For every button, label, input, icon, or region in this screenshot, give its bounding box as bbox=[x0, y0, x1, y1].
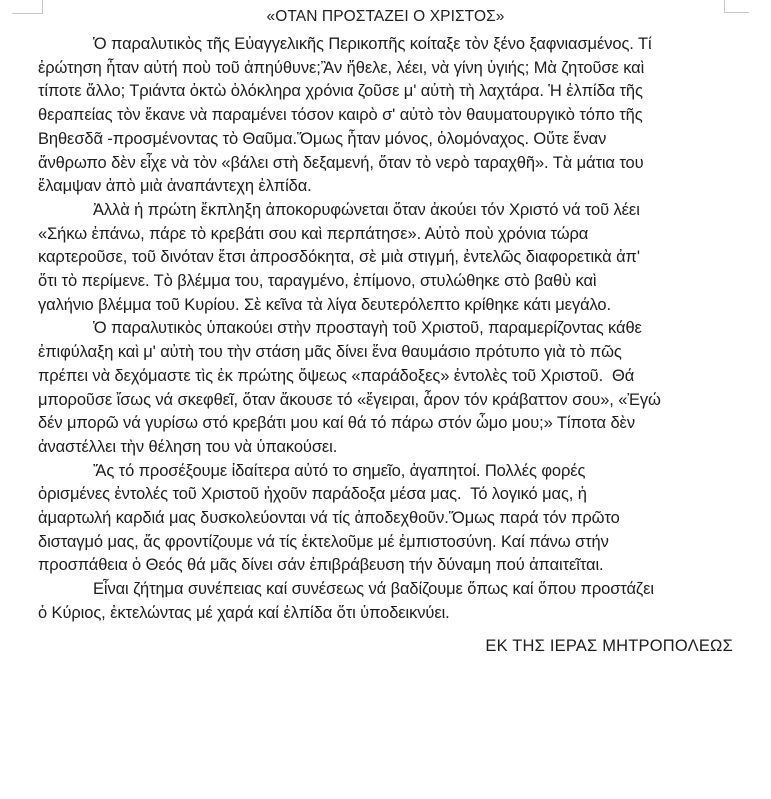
text-line: ἄνθρωπο δὲν εἶχε νὰ τὸν «βάλει στὴ δεξαμενή, ὅταν τὸ νερὸ ταραχθῆ». Τὰ μάτια του bbox=[38, 153, 644, 172]
text-line: Εἶναι ζήτημα συνέπειας καί συνέσεως νά βαδίζουμε ὅπως καί ὅπου προστάζει bbox=[93, 580, 654, 599]
text-line: δισταγμό μας, ἄς φροντίζουμε νά τίς ἐκτελοῦμε μέ ἐμπιστοσύνη. Καί πάνω στήν bbox=[38, 532, 609, 551]
signature-line: ΕΚ ΤΗΣ ΙΕΡΑΣ ΜΗΤΡΟΠΟΛΕΩΣ bbox=[485, 637, 733, 655]
text-line: ἔλαμψαν ἀπὸ μιὰ ἀναπάντεχη ἐλπίδα. bbox=[38, 177, 312, 196]
document-body bbox=[38, 33, 733, 626]
text-line: ἀναστέλλει τὴν θέληση του νὰ ὑπακούσει. bbox=[38, 437, 338, 456]
paragraph bbox=[38, 199, 733, 318]
text-line: θεραπείας τὸν ἔκανε νὰ παραμένει τόσον καιρὸ σ' αὐτὸ τὸν θαυματουργικὸ τόπο τῆς bbox=[38, 106, 643, 125]
text-line: καρτεροῦσε, τοῦ δινόταν ἔτσι ἀπροσδόκητα, σὲ μιὰ στιγμή, ἐντελῶς διαφορετικὰ ἀπ' bbox=[38, 248, 640, 267]
text-line: πρέπει νὰ δεχόμαστε τὶς ἐκ πρώτης ὄψεως «παράδοξες» ἐντολὲς τοῦ Χριστοῦ. Θά bbox=[38, 366, 635, 385]
text-line: Βηθεσδᾶ -προσμένοντας τὸ Θαῦμα.Ὅμως ἦταν μόνος, ὁλομόναχος. Οὔτε ἕναν bbox=[38, 129, 607, 148]
text-line: ὅτι τὸ περίμενε. Τὸ βλέμμα του, ταραγμένο, ἐπίμονο, στυλώθηκε στὸ βαθὺ καὶ bbox=[38, 272, 597, 291]
text-line: δέν μπορῶ νά γυρίσω στό κρεβάτι μου καί θά τό πάρω στόν ὦμο μου;» Τίποτα δὲν bbox=[38, 414, 635, 433]
text-line: Ἀλλὰ ἡ πρώτη ἔκπληξη ἀποκορυφώνεται ὅταν ἀκούει τόν Χριστό νά τοῦ λέει bbox=[93, 200, 640, 219]
paragraph bbox=[38, 578, 733, 625]
text-line: ἁμαρτωλή καρδιά μας δυσκολεύονται νά τίς ἀποδεχθοῦν.Ὅμως παρά τόν πρῶτο bbox=[38, 509, 620, 528]
page-corner-mark-left bbox=[12, 0, 43, 14]
text-line: προσπάθεια ὁ Θεός θά μᾶς δίνει σάν ἐπιβράβευση τήν δύναμη πού ἀπαιτεῖται. bbox=[38, 556, 604, 575]
document-title: «ΟΤΑΝ ΠΡΟΣΤΑΖΕΙ Ο ΧΡΙΣΤΟΣ» bbox=[266, 8, 505, 25]
text-line: ἐπιφύλαξη καὶ μ' αὐτὴ του τὴν στάση μᾶς δίνει ἕνα θαυμάσιο πρότυπο γιὰ τὸ πῶς bbox=[38, 343, 622, 362]
text-line: Ὁ παραλυτικὸς ὑπακούει στὴν προσταγὴ τοῦ Χριστοῦ, παραμερίζοντας κάθε bbox=[93, 319, 642, 338]
paragraph bbox=[38, 33, 733, 199]
page-corner-mark-right bbox=[724, 0, 749, 13]
text-line: τίποτε ἄλλο; Τριάντα ὀκτὼ ὁλόκληρα χρόνια ζοῦσε μ' αὐτὴ τὴ λαχτάρα. Ἡ ἐλπίδα τῆς bbox=[38, 82, 643, 101]
text-line: γαλήνιο βλέμμα τοῦ Κυρίου. Σὲ κεῖνα τὰ λίγα δευτερόλεπτο κρίθηκε κάτι μεγάλο. bbox=[38, 295, 611, 314]
text-line: ἐρώτηση ἦταν αὐτή ποὺ τοῦ ἀπηύθυνε;Ἂν ἤθελε, λέει, νὰ γίνη ὑγιής; Μὰ ζητοῦσε καὶ bbox=[38, 58, 645, 77]
text-line: μποροῦσε ἴσως νά σκεφθεῖ, ὅταν ἄκουσε τό «ἔγειραι, ἆρον τόν κράβαττον σου», «Ἐγώ bbox=[38, 390, 661, 409]
paragraph bbox=[38, 460, 733, 579]
paragraph bbox=[38, 317, 733, 459]
text-line: ὁρισμένες ἐντολές τοῦ Χριστοῦ ἠχοῦν παράδοξα μέσα μας. Τό λογικό μας, ἡ bbox=[38, 485, 587, 504]
text-line: Ἄς τό προσέξουμε ἰδαίτερα αὐτό το σημεῖο, ἀγαπητοί. Πολλές φορές bbox=[93, 461, 586, 480]
text-line: «Σήκω ἐπάνω, πάρε τὸ κρεβάτι σου καὶ περπάτησε». Αὐτὸ ποὺ χρόνια τώρα bbox=[38, 224, 589, 243]
text-line: Ὁ παραλυτικὸς τῆς Εὐαγγελικῆς Περικοπῆς κοίταξε τὸν ξένο ξαφνιασμένος. Τί bbox=[93, 35, 652, 53]
text-line: ὁ Κύριος, ἐκτελώντας μέ χαρά καί ἐλπίδα ὅτι ὑποδεικνύει. bbox=[38, 603, 450, 622]
